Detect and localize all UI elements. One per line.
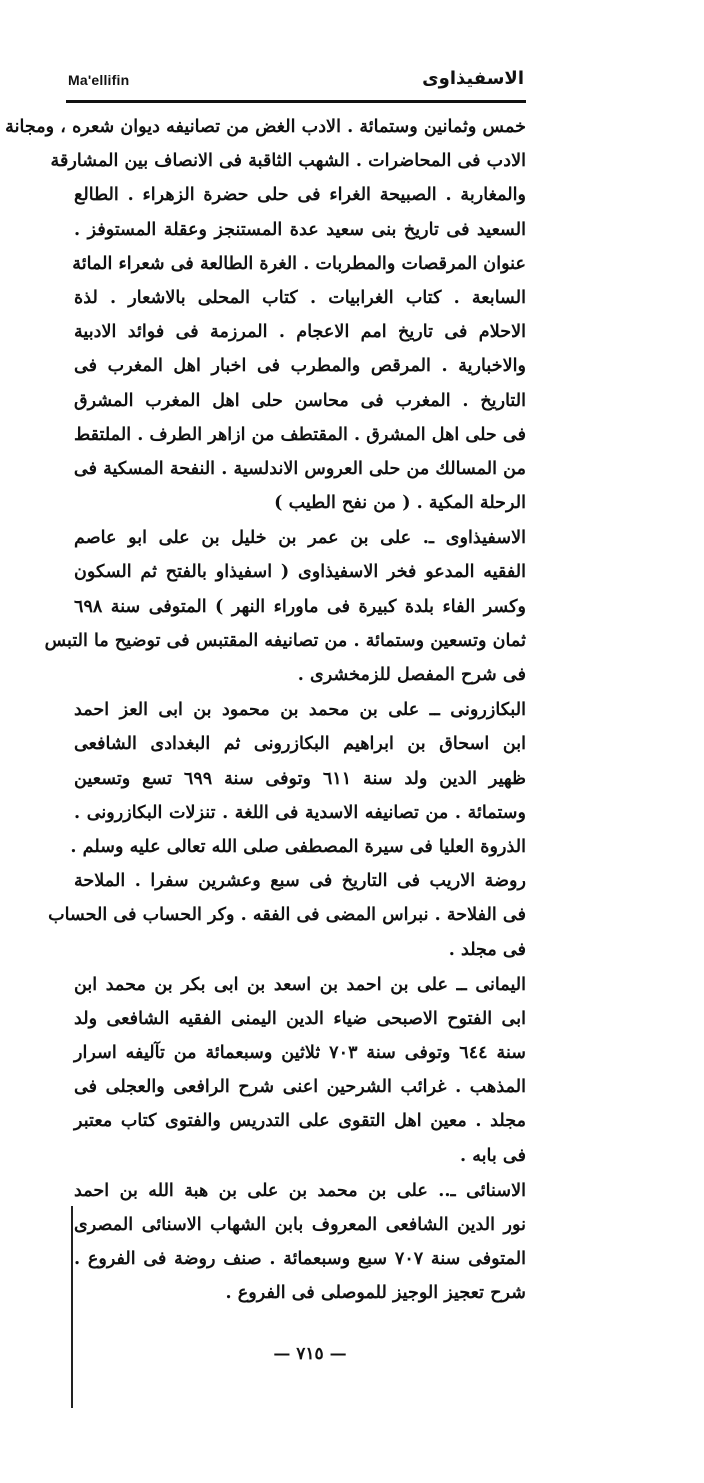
entry-paragraph (74, 968, 526, 1173)
text-line: ظهير الدين ولد سنة ٦١١ وتوفى سنة ٦٩٩ تسع وتسعين (74, 767, 526, 789)
text-line: روضة الاريب فى التاريخ فى سبع وعشرين سفرا . الملاحة (74, 870, 526, 892)
text-line: الاسنائى ـ.. على بن محمد بن على بن هبة الله بن احمد (74, 1179, 526, 1201)
margin-vertical-rule (71, 1206, 73, 1408)
text-line: السعيد فى تاريخ بنى سعيد عدة المستنجز وعقلة المستوفز . (74, 218, 526, 240)
text-line: ثمان وتسعين وستمائة . من تصانيفه المقتبس فى توضيح ما التبس (44, 629, 526, 651)
text-line: الرحلة المكية . ( من نفح الطيب ) (274, 492, 526, 514)
text-line: من المسالك من حلى العروس الاندلسية . النفحة المسكية فى (73, 457, 526, 479)
text-line: والمغاربة . الصبيحة الغراء فى حلى حضرة الزهراء . الطالع (74, 184, 526, 206)
entry-paragraph (74, 1174, 526, 1311)
text-line: الاسفيذاوى ـ. على بن عمر بن خليل بن على ابو عاصم (74, 527, 526, 549)
text-line: سنة ٦٤٤ وتوفى سنة ٧٠٣ ثلاثين وسبعمائة من تآليفه اسرار (74, 1042, 527, 1064)
header-arabic-title: الاسفيذاوى (422, 68, 524, 89)
text-line: فى بابه . (459, 1144, 526, 1166)
text-line: الذروة العليا فى سيرة المصطفى صلى الله تعالى عليه وسلم . (70, 835, 526, 857)
text-line: ابن اسحاق بن ابراهيم البكازرونى ثم البغدادى الشافعى (74, 733, 526, 755)
text-line: المذهب . غرائب الشرحين اعنى شرح الرافعى والعجلى فى (74, 1076, 526, 1098)
text-line: والاخبارية . المرقص والمطرب فى اخبار اهل المغرب فى (74, 355, 526, 377)
text-line: مجلد . معين اهل التقوى على التدريس والفتوى كتاب معتبر (74, 1110, 526, 1132)
text-line: فى حلى اهل المشرق . المقتطف من ازاهر الطرف . الملتقط (73, 423, 526, 445)
header-latin-title: Ma'ellifin (68, 72, 130, 88)
text-line: الاحلام فى تاريخ امم الاعجام . المرزمة فى فوائد الادبية (74, 321, 526, 343)
text-line: نور الدين الشافعى المعروف بابن الشهاب الاسنائى المصرى (74, 1214, 526, 1235)
text-line: فى الفلاحة . نبراس المضى فى الفقه . وكر الحساب فى الحساب (48, 904, 526, 926)
text-line: التاريخ . المغرب فى محاسن حلى اهل المغرب المشرق (74, 389, 526, 411)
header-rule (66, 100, 526, 103)
text-line: فى مجلد . (448, 938, 526, 960)
text-line: شرح تعجيز الوجيز للموصلى فى الفروع . (225, 1282, 526, 1304)
text-line: البكازرونى ــ على بن محمد بن محمود بن ابى العز احمد (74, 699, 526, 721)
page-body-text (5, 110, 527, 1312)
text-line: ابى الفتوح الاصبحى ضياء الدين اليمنى الفقيه الشافعى ولد (74, 1007, 526, 1029)
text-line: المتوفى سنة ٧٠٧ سبع وسبعمائة . صنف روضة فى الفروع . (74, 1248, 526, 1270)
entry-paragraph (5, 110, 526, 520)
text-line: وستمائة . من تصانيفه الاسدية فى اللغة . تنزلات البكازرونى . (74, 801, 526, 823)
entry-paragraph (44, 521, 526, 692)
running-header (68, 68, 524, 98)
text-line: السابعة . كتاب الغرابيات . كتاب المحلى بالاشعار . لذة (74, 286, 526, 308)
page-number: — ٧١٥ — (273, 1344, 347, 1364)
text-line: عنوان المرقصات والمطربات . الغرة الطالعة فى شعراء المائة (72, 252, 526, 274)
text-line: فى شرح المفصل للزمخشرى . (297, 664, 526, 685)
text-line: خمس وثمانين وستمائة . الادب الغض من تصانيفه ديوان شعره ، ومجانة (5, 116, 526, 137)
entry-paragraph (48, 693, 526, 967)
text-line: الفقيه المدعو فخر الاسفيذاوى ( اسفيذاو بالفتح ثم السكون (74, 561, 526, 583)
text-line: اليمانى ــ على بن احمد بن اسعد بن ابى بكر بن محمد ابن (74, 973, 526, 995)
text-line: وكسر الفاء بلدة كبيرة فى ماوراء النهر ) المتوفى سنة ٦٩٨ (74, 595, 526, 617)
text-line: الادب فى المحاضرات . الشهب الثاقبة فى الانصاف بين المشارقة (50, 150, 526, 172)
